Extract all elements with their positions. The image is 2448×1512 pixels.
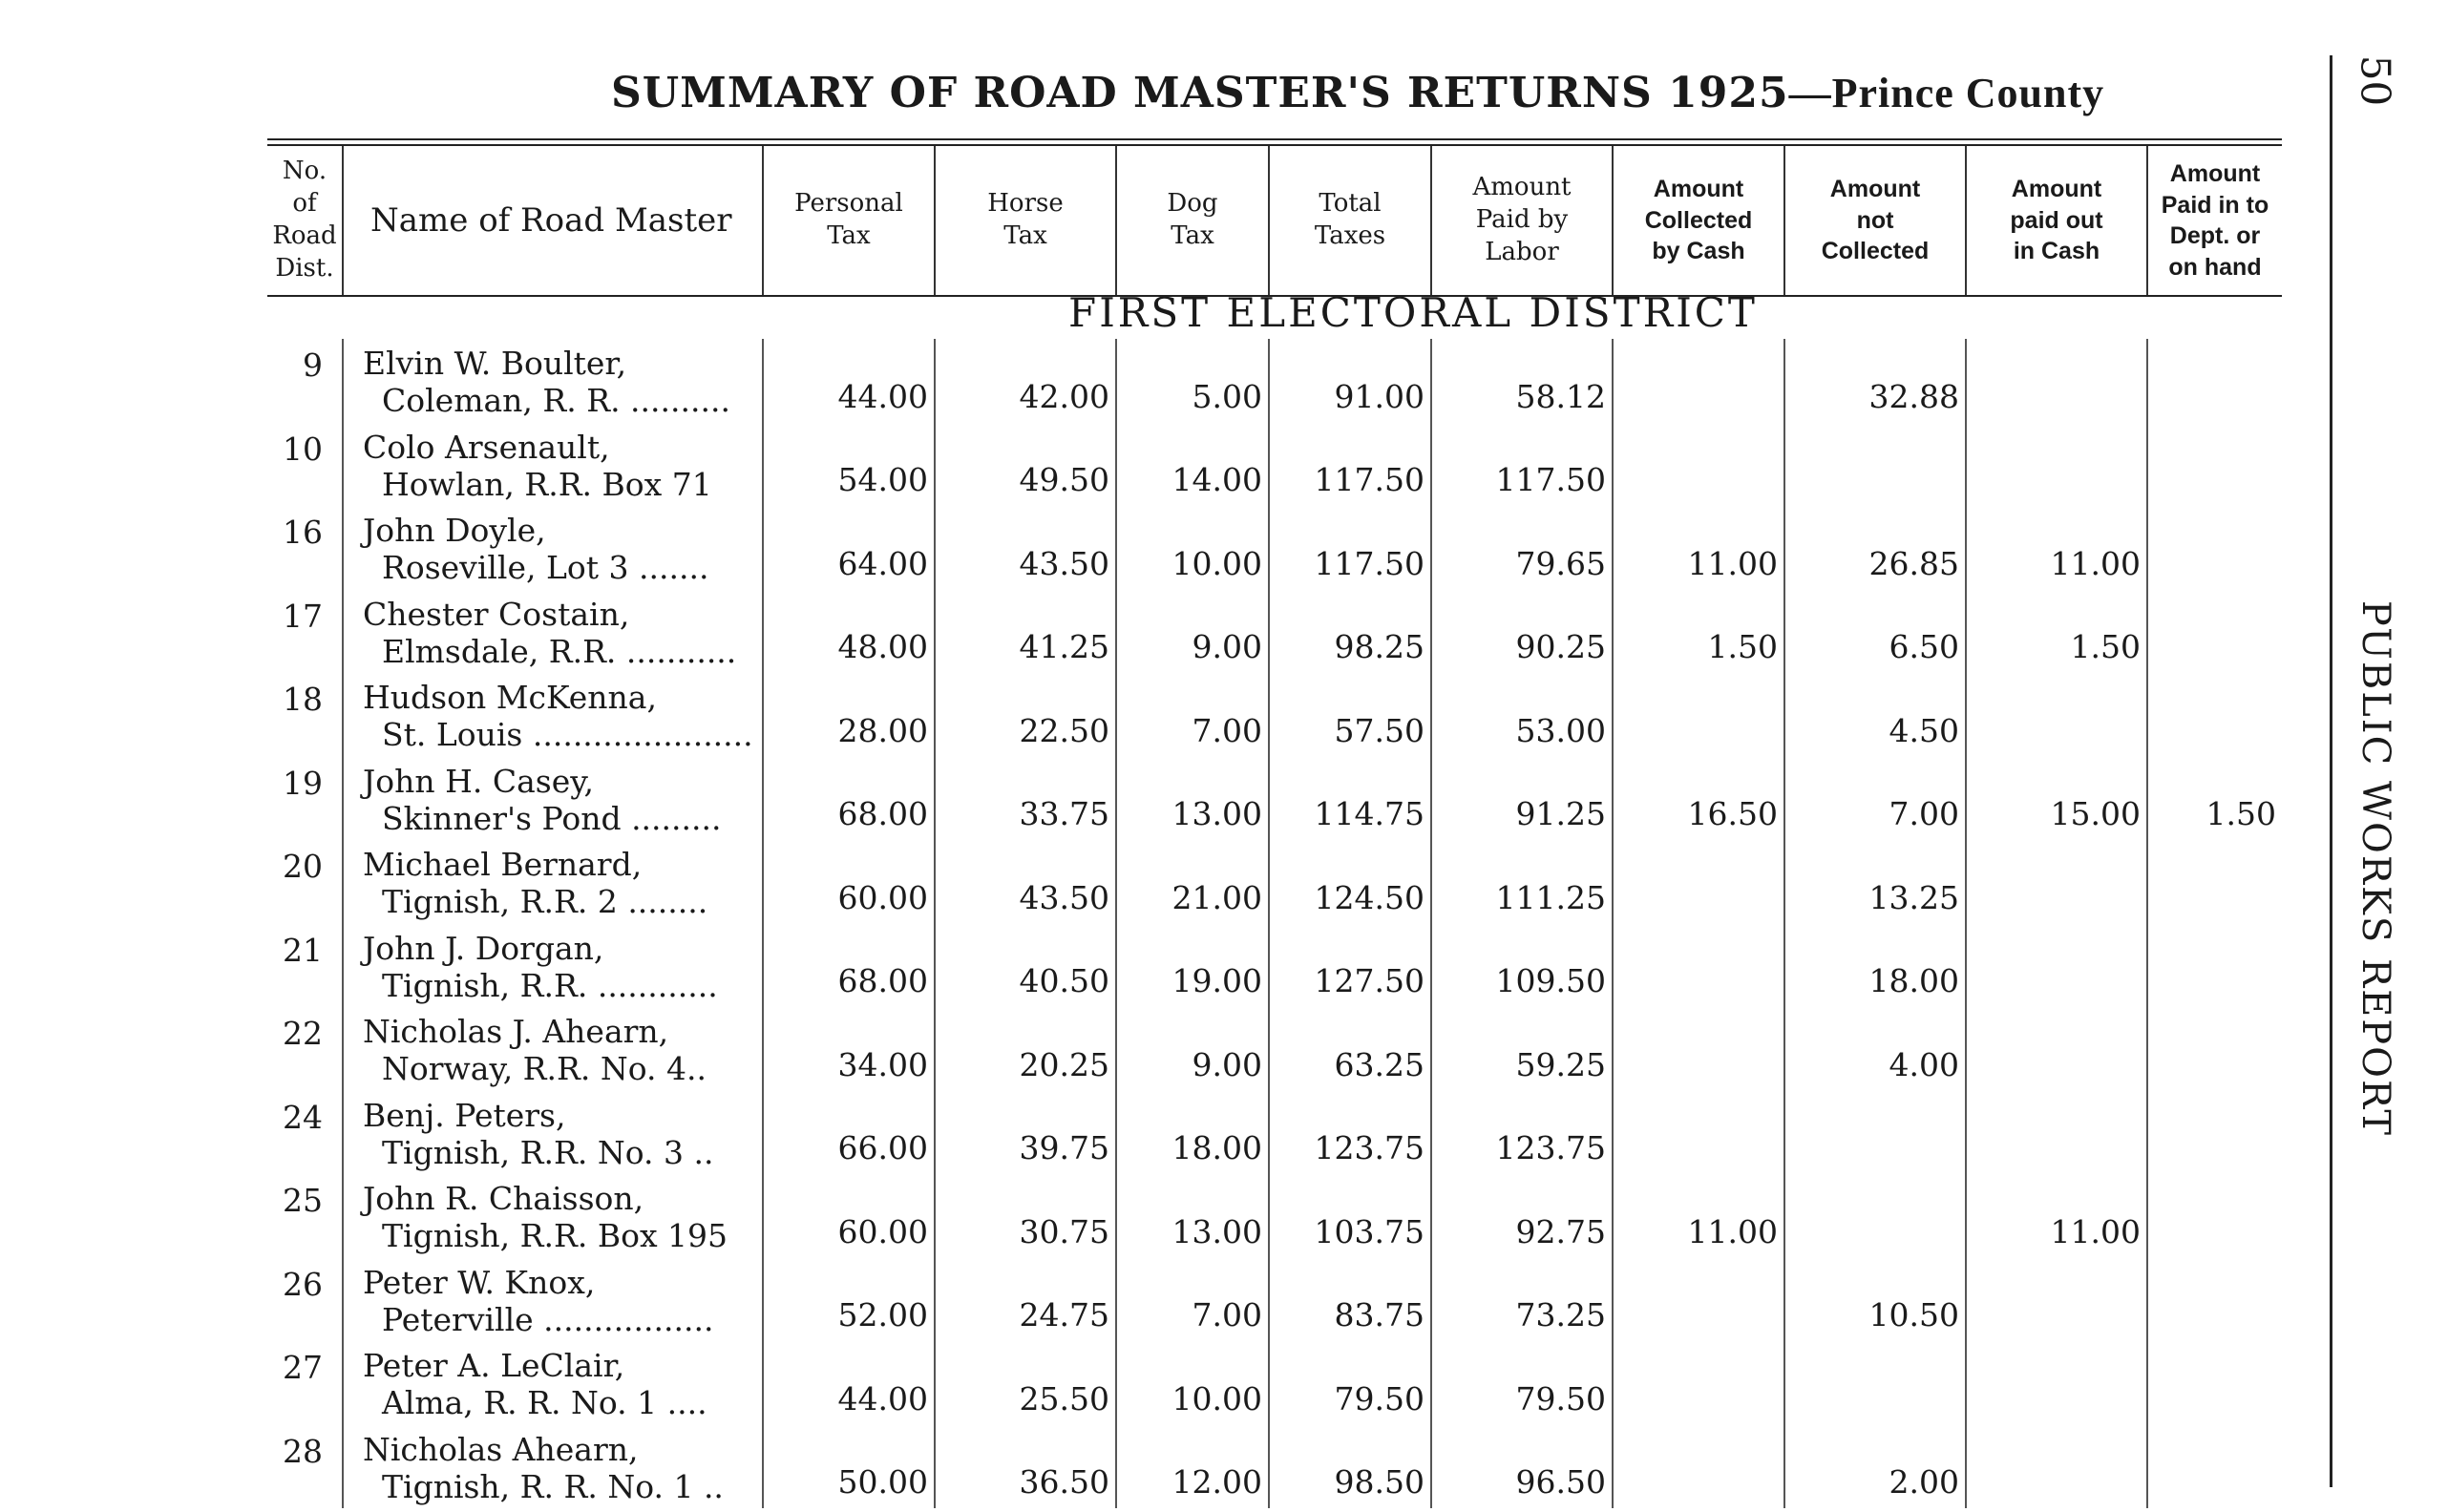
road-master-address: Tignish, R.R. 2 ........ [382,883,708,920]
cell-dog-tax: 7.00 [1117,1258,1270,1342]
cell-horse-tax: 40.50 [936,924,1117,1008]
road-master-address: Howlan, R.R. Box 71 [382,465,712,503]
ledger-table [267,138,2282,1505]
cell-dog-tax: 14.00 [1117,423,1270,507]
cell-collected-cash [1614,1091,1785,1175]
cell-paid-out [1967,339,2148,423]
cell-road-dist: 28 [267,1425,344,1509]
cell-total-taxes: 123.75 [1270,1091,1432,1175]
cell-horse-tax: 43.50 [936,506,1117,590]
cell-collected-cash [1614,1341,1785,1425]
table-row [267,1174,2282,1258]
cell-paid-out: 1.50 [1967,590,2148,674]
cell-dog-tax: 10.00 [1117,506,1270,590]
cell-not-collected: 13.25 [1785,840,1967,924]
cell-not-collected: 7.00 [1785,757,1967,841]
cell-not-collected [1785,423,1967,507]
cell-paid-labor: 117.50 [1432,423,1614,507]
road-master-address: Peterville ................. [382,1300,714,1338]
cell-paid-dept: 1.50 [2205,795,2276,832]
road-master-name: John Doyle, [363,512,546,549]
cell-name [344,1091,764,1175]
cell-road-dist: 20 [267,840,344,924]
header-rule [267,138,2282,146]
cell-name [344,757,764,841]
cell-paid-labor: 123.75 [1432,1091,1614,1175]
cell-paid-out: 15.00 [1967,757,2148,841]
cell-paid-out: 11.00 [1967,506,2148,590]
cell-collected-cash [1614,1007,1785,1091]
col-header-collected-cash: Amount Collected by Cash [1614,146,1785,295]
cell-horse-tax: 49.50 [936,423,1117,507]
cell-personal-tax: 44.00 [764,339,936,423]
cell-name [344,1007,764,1091]
cell-collected-cash [1614,339,1785,423]
cell-total-taxes: 91.00 [1270,339,1432,423]
cell-total-taxes: 79.50 [1270,1341,1432,1425]
cell-collected-cash: 11.00 [1614,506,1785,590]
cell-not-collected: 6.50 [1785,590,1967,674]
cell-name [344,924,764,1008]
cell-collected-cash [1614,673,1785,757]
cell-paid-labor: 109.50 [1432,924,1614,1008]
table-row [267,757,2282,841]
table-row [267,506,2282,590]
table-row [267,840,2282,924]
cell-personal-tax: 68.00 [764,924,936,1008]
road-master-name: John R. Chaisson, [363,1180,644,1217]
cell-personal-tax: 66.00 [764,1091,936,1175]
cell-paid-labor: 90.25 [1432,590,1614,674]
cell-personal-tax: 68.00 [764,757,936,841]
cell-horse-tax: 30.75 [936,1174,1117,1258]
table-row [267,1007,2282,1091]
table-row [267,1425,2282,1509]
cell-horse-tax: 33.75 [936,757,1117,841]
page-title [611,69,2105,117]
cell-dog-tax: 5.00 [1117,339,1270,423]
cell-name [344,673,764,757]
road-master-address: Norway, R.R. No. 4.. [382,1050,707,1087]
cell-horse-tax: 43.50 [936,840,1117,924]
cell-personal-tax: 50.00 [764,1425,936,1509]
cell-paid-labor: 79.50 [1432,1341,1614,1425]
cell-dog-tax: 13.00 [1117,1174,1270,1258]
cell-name [344,423,764,507]
cell-paid-dept [2148,840,2282,924]
cell-total-taxes: 124.50 [1270,840,1432,924]
cell-road-dist: 27 [267,1341,344,1425]
cell-personal-tax: 64.00 [764,506,936,590]
cell-personal-tax: 44.00 [764,1341,936,1425]
road-master-name: Michael Bernard, [363,846,643,883]
road-master-name: Peter W. Knox, [363,1263,596,1301]
col-header-name: Name of Road Master [344,146,764,295]
cell-paid-out [1967,673,2148,757]
cell-total-taxes: 83.75 [1270,1258,1432,1342]
cell-paid-dept [2148,1091,2282,1175]
cell-paid-labor: 58.12 [1432,339,1614,423]
table-row [267,924,2282,1008]
road-master-name: Chester Costain, [363,595,630,633]
road-master-name: Colo Arsenault, [363,428,610,466]
cell-paid-out [1967,840,2148,924]
cell-paid-labor: 79.65 [1432,506,1614,590]
col-header-personal-tax: Personal Tax [764,146,936,295]
cell-dog-tax: 21.00 [1117,840,1270,924]
side-header [2337,54,2414,1298]
cell-horse-tax: 20.25 [936,1007,1117,1091]
col-header-paid-labor: Amount Paid by Labor [1432,146,1614,295]
cell-paid-dept [2148,924,2282,1008]
cell-paid-dept [2148,506,2282,590]
cell-total-taxes: 57.50 [1270,673,1432,757]
road-master-address: Alma, R. R. No. 1 .... [382,1384,707,1421]
table-row [267,1091,2282,1175]
table-body [267,339,2282,1508]
cell-paid-dept [2148,423,2282,507]
cell-collected-cash [1614,1425,1785,1509]
cell-horse-tax: 39.75 [936,1091,1117,1175]
cell-paid-out [1967,1258,2148,1342]
cell-total-taxes: 117.50 [1270,506,1432,590]
cell-paid-labor: 53.00 [1432,673,1614,757]
cell-horse-tax: 22.50 [936,673,1117,757]
cell-name [344,1258,764,1342]
col-header-paid-out: Amount paid out in Cash [1967,146,2148,295]
road-master-name: Peter A. LeClair, [363,1347,625,1384]
road-master-name: Elvin W. Boulter, [363,345,627,382]
cell-collected-cash: 16.50 [1614,757,1785,841]
cell-name [344,506,764,590]
road-master-name: Nicholas J. Ahearn, [363,1013,669,1050]
cell-not-collected: 2.00 [1785,1425,1967,1509]
table-row [267,1258,2282,1342]
table-row [267,1341,2282,1425]
cell-not-collected: 26.85 [1785,506,1967,590]
cell-name [344,1341,764,1425]
cell-personal-tax: 54.00 [764,423,936,507]
cell-dog-tax: 7.00 [1117,673,1270,757]
page-number: 50 [2352,54,2399,107]
cell-paid-dept [2148,1425,2282,1509]
road-master-address: Skinner's Pond ......... [382,799,722,837]
cell-paid-labor: 73.25 [1432,1258,1614,1342]
cell-horse-tax: 24.75 [936,1258,1117,1342]
col-header-road-dist: No. of Road Dist. [267,146,344,295]
cell-road-dist: 16 [267,506,344,590]
cell-paid-labor: 111.25 [1432,840,1614,924]
cell-collected-cash [1614,423,1785,507]
road-master-address: Roseville, Lot 3 ....... [382,549,709,586]
cell-total-taxes: 127.50 [1270,924,1432,1008]
cell-dog-tax: 13.00 [1117,757,1270,841]
cell-name [344,1174,764,1258]
cell-not-collected [1785,1341,1967,1425]
cell-horse-tax: 42.00 [936,339,1117,423]
cell-total-taxes: 114.75 [1270,757,1432,841]
cell-personal-tax: 28.00 [764,673,936,757]
cell-horse-tax: 41.25 [936,590,1117,674]
table-row [267,673,2282,757]
road-master-address: Elmsdale, R.R. ........... [382,632,737,670]
title-county: —Prince County [1788,70,2105,116]
cell-paid-labor: 59.25 [1432,1007,1614,1091]
cell-name [344,590,764,674]
cell-paid-labor: 91.25 [1432,757,1614,841]
cell-name [344,840,764,924]
cell-total-taxes: 98.50 [1270,1425,1432,1509]
road-master-address: Tignish, R. R. No. 1 .. [382,1467,724,1505]
cell-collected-cash: 11.00 [1614,1174,1785,1258]
table-row [267,590,2282,674]
cell-dog-tax: 9.00 [1117,1007,1270,1091]
road-master-address: St. Louis ...................... [382,716,753,753]
cell-dog-tax: 12.00 [1117,1425,1270,1509]
cell-horse-tax: 36.50 [936,1425,1117,1509]
col-header-not-collected: Amount not Collected [1785,146,1967,295]
running-head: PUBLIC WORKS REPORT [2353,599,2397,1138]
cell-paid-dept [2148,1007,2282,1091]
cell-collected-cash [1614,840,1785,924]
col-header-paid-dept: Amount Paid in to Dept. or on hand [2161,160,2269,281]
cell-not-collected: 32.88 [1785,339,1967,423]
cell-not-collected: 4.00 [1785,1007,1967,1091]
cell-not-collected [1785,1091,1967,1175]
road-master-address: Tignish, R.R. Box 195 [382,1217,728,1254]
cell-personal-tax: 60.00 [764,840,936,924]
road-master-address: Tignish, R.R. No. 3 .. [382,1133,714,1171]
cell-road-dist: 17 [267,590,344,674]
cell-personal-tax: 52.00 [764,1258,936,1342]
cell-paid-labor: 96.50 [1432,1425,1614,1509]
cell-paid-dept [2148,1174,2282,1258]
cell-paid-labor: 92.75 [1432,1174,1614,1258]
cell-not-collected: 10.50 [1785,1258,1967,1342]
road-master-name: Hudson McKenna, [363,679,657,716]
cell-total-taxes: 117.50 [1270,423,1432,507]
cell-paid-dept [2148,673,2282,757]
road-master-name: Benj. Peters, [363,1096,566,1134]
cell-road-dist: 19 [267,757,344,841]
cell-personal-tax: 48.00 [764,590,936,674]
col-header-total-taxes: Total Taxes [1270,146,1432,295]
cell-road-dist: 10 [267,423,344,507]
cell-dog-tax: 9.00 [1117,590,1270,674]
cell-paid-out [1967,1007,2148,1091]
col-header-dog-tax: Dog Tax [1117,146,1270,295]
road-master-name: John H. Casey, [363,762,594,800]
cell-road-dist: 18 [267,673,344,757]
cell-paid-out [1967,924,2148,1008]
cell-road-dist: 9 [267,339,344,423]
cell-total-taxes: 98.25 [1270,590,1432,674]
cell-road-dist: 21 [267,924,344,1008]
cell-collected-cash: 1.50 [1614,590,1785,674]
cell-total-taxes: 103.75 [1270,1174,1432,1258]
cell-road-dist: 26 [267,1258,344,1342]
cell-total-taxes: 63.25 [1270,1007,1432,1091]
cell-collected-cash [1614,924,1785,1008]
table-row [267,423,2282,507]
cell-paid-dept [2148,339,2282,423]
cell-name [344,1425,764,1509]
road-master-address: Tignish, R.R. ............ [382,966,718,1004]
cell-name [344,339,764,423]
road-master-name: John J. Dorgan, [363,929,604,967]
cell-road-dist: 22 [267,1007,344,1091]
cell-not-collected: 18.00 [1785,924,1967,1008]
cell-paid-out [1967,1091,2148,1175]
cell-paid-dept [2148,1341,2282,1425]
cell-paid-dept [2148,590,2282,674]
cell-personal-tax: 34.00 [764,1007,936,1091]
cell-road-dist: 24 [267,1091,344,1175]
col-header-horse-tax: Horse Tax [936,146,1117,295]
road-master-address: Coleman, R. R. .......... [382,382,730,419]
table-row [267,339,2282,423]
road-master-name: Nicholas Ahearn, [363,1430,639,1468]
cell-paid-dept [2148,1258,2282,1342]
cell-paid-out [1967,1425,2148,1509]
cell-paid-out: 11.00 [1967,1174,2148,1258]
cell-horse-tax: 25.50 [936,1341,1117,1425]
cell-dog-tax: 18.00 [1117,1091,1270,1175]
cell-dog-tax: 19.00 [1117,924,1270,1008]
cell-dog-tax: 10.00 [1117,1341,1270,1425]
header-row [267,146,2282,297]
cell-collected-cash [1614,1258,1785,1342]
cell-not-collected: 4.50 [1785,673,1967,757]
district-title: FIRST ELECTORAL DISTRICT [1068,289,1758,336]
cell-paid-out [1967,423,2148,507]
title-main: SUMMARY OF ROAD MASTER'S RETURNS 1925 [611,69,1789,117]
cell-road-dist: 25 [267,1174,344,1258]
cell-not-collected [1785,1174,1967,1258]
cell-personal-tax: 60.00 [764,1174,936,1258]
spine-rule [2330,55,2332,1487]
cell-paid-out [1967,1341,2148,1425]
